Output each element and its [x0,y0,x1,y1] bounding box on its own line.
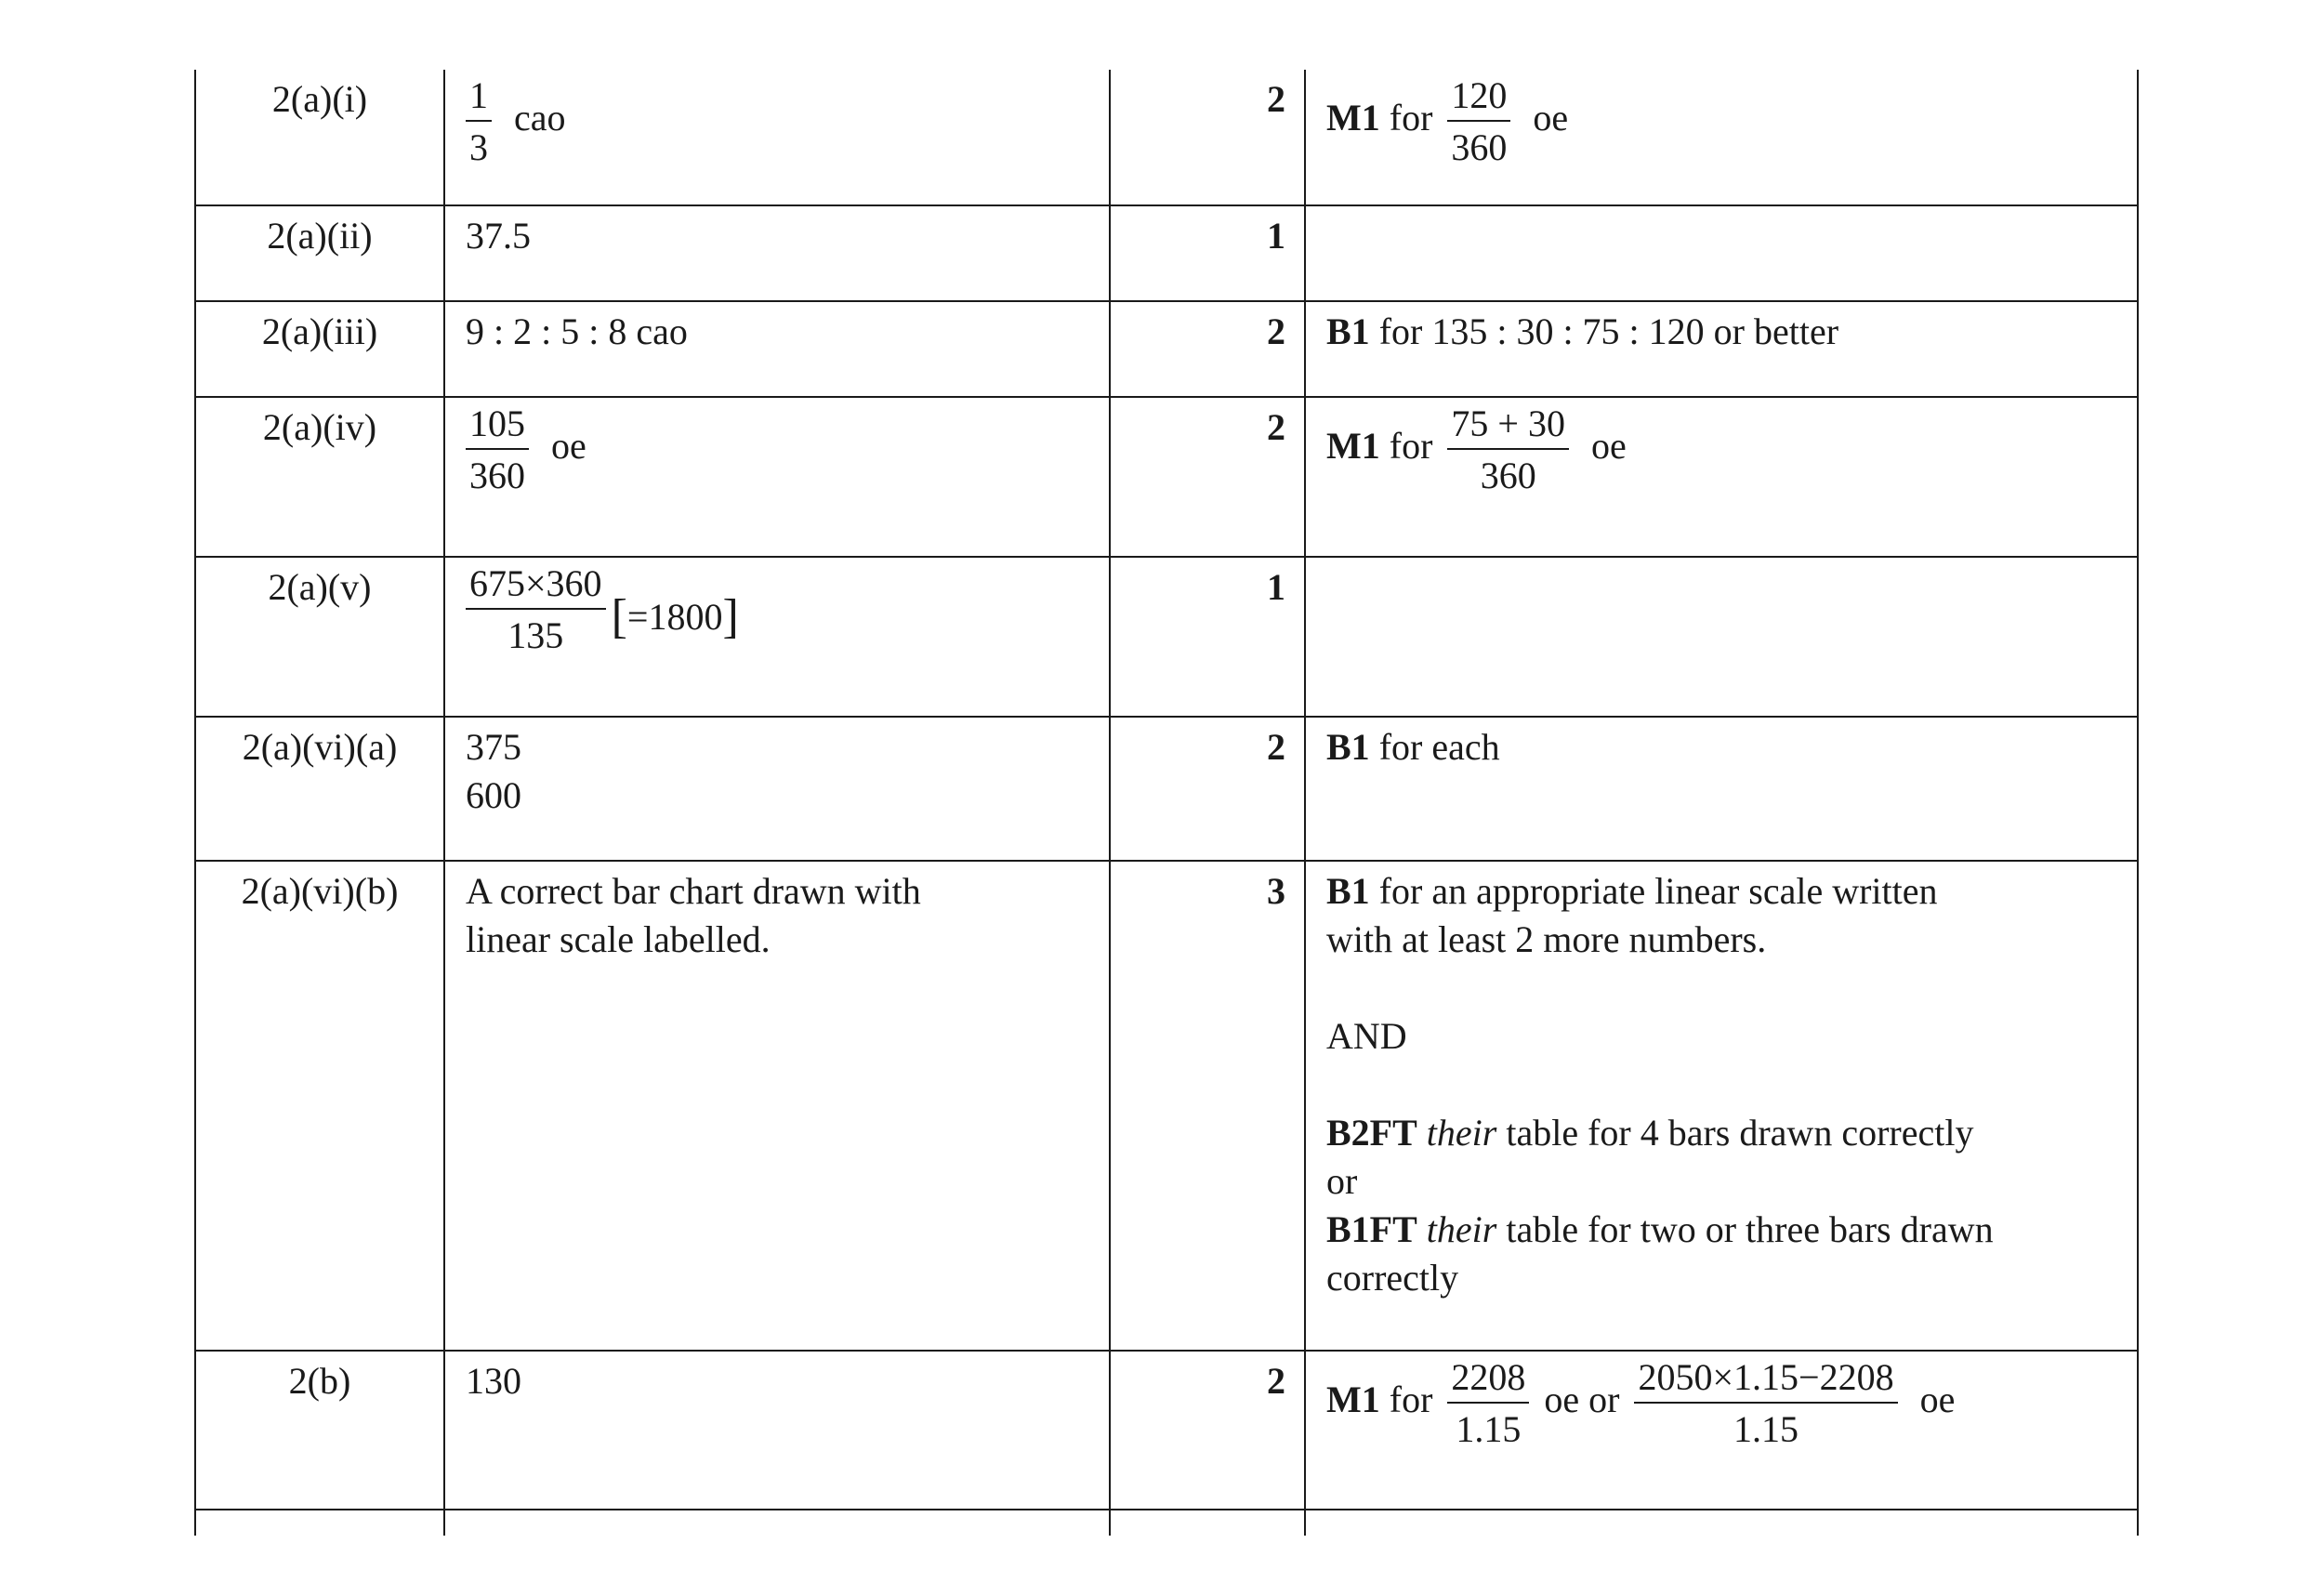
answer-cell [444,397,1110,557]
guidance-fraction [1447,403,1569,496]
guidance-line: with at least 2 more numbers. [1326,918,1767,960]
mark-scheme-page [194,70,2137,1531]
guidance-suffix: oe [1919,1378,1956,1421]
answer-suffix: cao [514,97,566,139]
guidance-fraction [1447,75,1510,168]
answer-suffix: oe [551,425,586,468]
guidance-cell [1305,717,2138,861]
guidance-cell [1305,397,2138,557]
mark-code: B1 [1326,726,1370,768]
fraction-numerator: 75 + 30 [1447,403,1569,450]
table-row [195,70,2138,205]
question-cell: 2(a)(iii) [195,301,444,397]
mark-cell: 1 [1110,205,1305,301]
table-row [195,557,2138,717]
fraction-denominator: 1.15 [1456,1408,1522,1450]
answer-fraction [466,563,606,656]
mark-cell: 3 [1110,861,1305,1351]
bracket-value: =1800 [626,596,723,638]
fraction-denominator: 135 [507,614,564,656]
answer-line: A correct bar chart drawn with [466,870,921,912]
guidance-cell [1305,1510,2138,1536]
fraction-denominator: 360 [469,455,525,496]
answer-fraction [466,403,529,496]
answer-line: linear scale labelled. [466,918,771,960]
mark-code: M1 [1326,97,1380,139]
answer-fraction [466,75,492,168]
answer-cell [444,557,1110,717]
table-row [195,1351,2138,1510]
fraction-denominator: 1.15 [1733,1408,1799,1450]
table-row [195,717,2138,861]
question-cell: 2(a)(vi)(b) [195,861,444,1351]
guidance-suffix: oe [1590,425,1627,468]
fraction-numerator: 120 [1447,75,1510,122]
answer-line: 600 [466,774,521,816]
guidance-text: for 135 : 30 : 75 : 120 or better [1378,310,1839,352]
answer-cell: 130 [444,1351,1110,1510]
fraction-numerator: 2208 [1447,1357,1529,1404]
table-row [195,397,2138,557]
mark-code: B1 [1326,870,1370,912]
question-cell: 2(b) [195,1351,444,1510]
guidance-cell [1305,301,2138,397]
bracket-close: ] [722,590,739,644]
fraction-numerator: 2050×1.15−2208 [1634,1357,1897,1404]
fraction-denominator: 360 [1480,455,1536,496]
mark-code: M1 [1326,425,1380,468]
question-cell [195,1510,444,1536]
guidance-their: their [1426,1208,1497,1250]
table-row [195,301,2138,397]
question-cell: 2(a)(ii) [195,205,444,301]
guidance-cell [1305,861,2138,1351]
guidance-text: table for 4 bars drawn correctly [1506,1112,1974,1154]
table-row [195,861,2138,1351]
guidance-line: correctly [1326,1257,1459,1299]
guidance-line [1326,1109,2118,1157]
table-row [195,205,2138,301]
guidance-cell [1305,557,2138,717]
bracket-open: [ [611,590,627,644]
guidance-suffix: oe [1533,97,1569,139]
mark-scheme-table [194,70,2139,1536]
table-row [195,1510,2138,1536]
guidance-line [1326,1206,2118,1254]
guidance-text: for [1389,97,1433,139]
guidance-line [1326,867,2118,916]
guidance-or: or [1326,1160,1358,1202]
fraction-numerator: 1 [466,75,492,122]
mark-cell: 2 [1110,1351,1305,1510]
guidance-cell [1305,205,2138,301]
guidance-text: for [1389,1378,1433,1421]
mark-cell: 2 [1110,717,1305,861]
mark-cell [1110,1510,1305,1536]
answer-cell [444,70,1110,205]
guidance-text: for [1389,425,1433,468]
mark-cell: 2 [1110,397,1305,557]
answer-line: 375 [466,726,521,768]
mark-code: B1FT [1326,1208,1417,1250]
fraction-numerator: 675×360 [466,563,606,610]
fraction-denominator: 3 [469,126,488,168]
guidance-fraction [1634,1357,1897,1450]
answer-cell [444,717,1110,861]
guidance-text: oe or [1544,1378,1620,1421]
fraction-denominator: 360 [1451,126,1508,168]
guidance-their: their [1426,1112,1497,1154]
guidance-text: for an appropriate linear scale written [1378,870,1938,912]
guidance-text: for each [1378,726,1500,768]
question-cell: 2(a)(iv) [195,397,444,557]
guidance-and: AND [1326,1015,1407,1057]
mark-cell: 2 [1110,301,1305,397]
answer-cell [444,861,1110,1351]
mark-cell: 1 [1110,557,1305,717]
mark-cell: 2 [1110,70,1305,205]
mark-code: B2FT [1326,1112,1417,1154]
mark-code: B1 [1326,310,1370,352]
question-cell: 2(a)(vi)(a) [195,717,444,861]
answer-cell [444,1510,1110,1536]
mark-code: M1 [1326,1378,1380,1421]
guidance-cell [1305,1351,2138,1510]
fraction-numerator: 105 [466,403,529,450]
answer-cell: 37.5 [444,205,1110,301]
guidance-cell [1305,70,2138,205]
guidance-fraction [1447,1357,1529,1450]
answer-cell: 9 : 2 : 5 : 8 cao [444,301,1110,397]
question-cell: 2(a)(v) [195,557,444,717]
guidance-text: table for two or three bars drawn [1506,1208,1994,1250]
question-cell: 2(a)(i) [195,70,444,205]
